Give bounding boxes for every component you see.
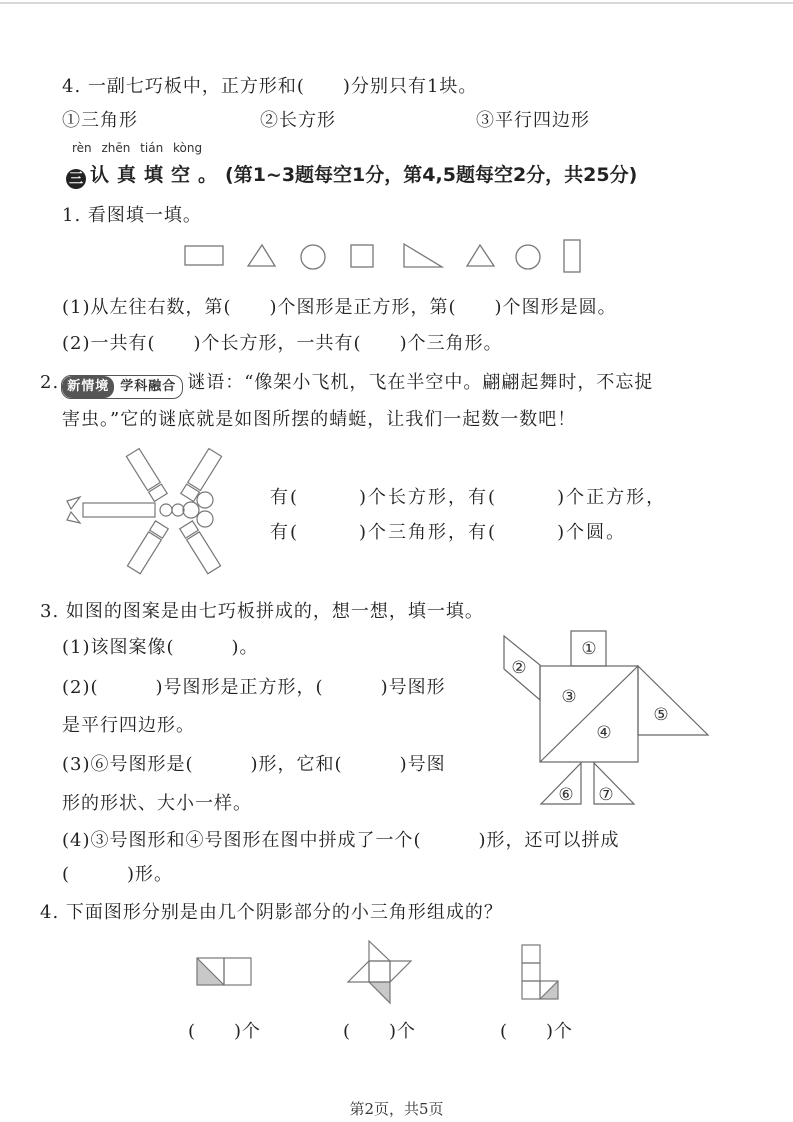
svg-text:②: ② xyxy=(511,658,527,678)
section-number-badge: 三 xyxy=(66,169,86,189)
q4-answer-3: ( )个 xyxy=(500,1021,574,1042)
page-footer: 第2页，共5页 xyxy=(349,1100,444,1118)
q3-sub3a: (3)⑥号图形是( )形，它和( )号图 xyxy=(62,754,446,775)
prev-q4-option-1[interactable]: ①三角形 xyxy=(62,110,138,131)
q4-stem: 4. 下面图形分别是由几个阴影部分的小三角形组成的？ xyxy=(40,902,503,923)
q4-figure-1 xyxy=(197,958,251,985)
prev-q4-option-2[interactable]: ②长方形 xyxy=(260,110,336,131)
q3-sub4a: (4)③号图形和④号图形在图中拼成了一个( )形，还可以拼成 xyxy=(62,830,620,851)
q4-answer-1: ( )个 xyxy=(188,1021,262,1042)
tag-new-context: 新情境 xyxy=(62,376,114,398)
q1-stem: 1. 看图填一填。 xyxy=(62,205,202,226)
svg-text:①: ① xyxy=(581,639,597,659)
q3-sub2b: 是平行四边形。 xyxy=(62,715,195,736)
q2-riddle-line2: 害虫。”它的谜底就是如图所摆的蜻蜓，让我们一起数一数吧！ xyxy=(62,409,577,430)
prev-q4-stem: 4. 一副七巧板中，正方形和( )分别只有1块。 xyxy=(62,76,478,97)
q2-blank-line2: 有( )个三角形，有( )个圆。 xyxy=(270,522,627,543)
prev-q4-option-3[interactable]: ③平行四边形 xyxy=(476,110,590,131)
q4-figure-3 xyxy=(522,945,558,999)
q2-riddle-line1: 谜语：“像架小飞机，飞在半空中。翩翩起舞时，不忘捉 xyxy=(187,372,654,393)
q4-figure-2 xyxy=(348,941,411,1003)
svg-text:⑤: ⑤ xyxy=(653,705,669,725)
q3-sub4b: ( )形。 xyxy=(62,864,174,885)
q2-blank-line1: 有( )个长方形，有( )个正方形， xyxy=(270,487,667,508)
svg-text:③: ③ xyxy=(561,687,577,707)
q2-number: 2. xyxy=(40,372,60,393)
section-title: 认真填空。 xyxy=(90,164,226,186)
q3-stem: 3. 如图的图案是由七巧板拼成的，想一想，填一填。 xyxy=(40,601,484,622)
q3-sub1: (1)该图案像( )。 xyxy=(62,637,259,658)
q3-sub3b: 形的形状、大小一样。 xyxy=(62,793,252,814)
tag-interdisciplinary: 学科融合 xyxy=(120,379,177,394)
svg-text:⑦: ⑦ xyxy=(598,785,614,805)
section-pinyin: rèn zhēn tián kòng xyxy=(72,141,203,155)
q1-sub2: (2)一共有( )个长方形，一共有( )个三角形。 xyxy=(62,333,503,354)
q3-sub2a: (2)( )号图形是正方形，( )号图形 xyxy=(62,677,446,698)
section-score-note: (第1~3题每空1分，第4,5题每空2分，共25分) xyxy=(225,164,638,186)
q1-sub1: (1)从左往右数，第( )个图形是正方形，第( )个图形是圆。 xyxy=(62,297,617,318)
svg-text:④: ④ xyxy=(596,723,612,743)
svg-text:⑥: ⑥ xyxy=(558,785,574,805)
q4-answer-2: ( )个 xyxy=(343,1021,417,1042)
